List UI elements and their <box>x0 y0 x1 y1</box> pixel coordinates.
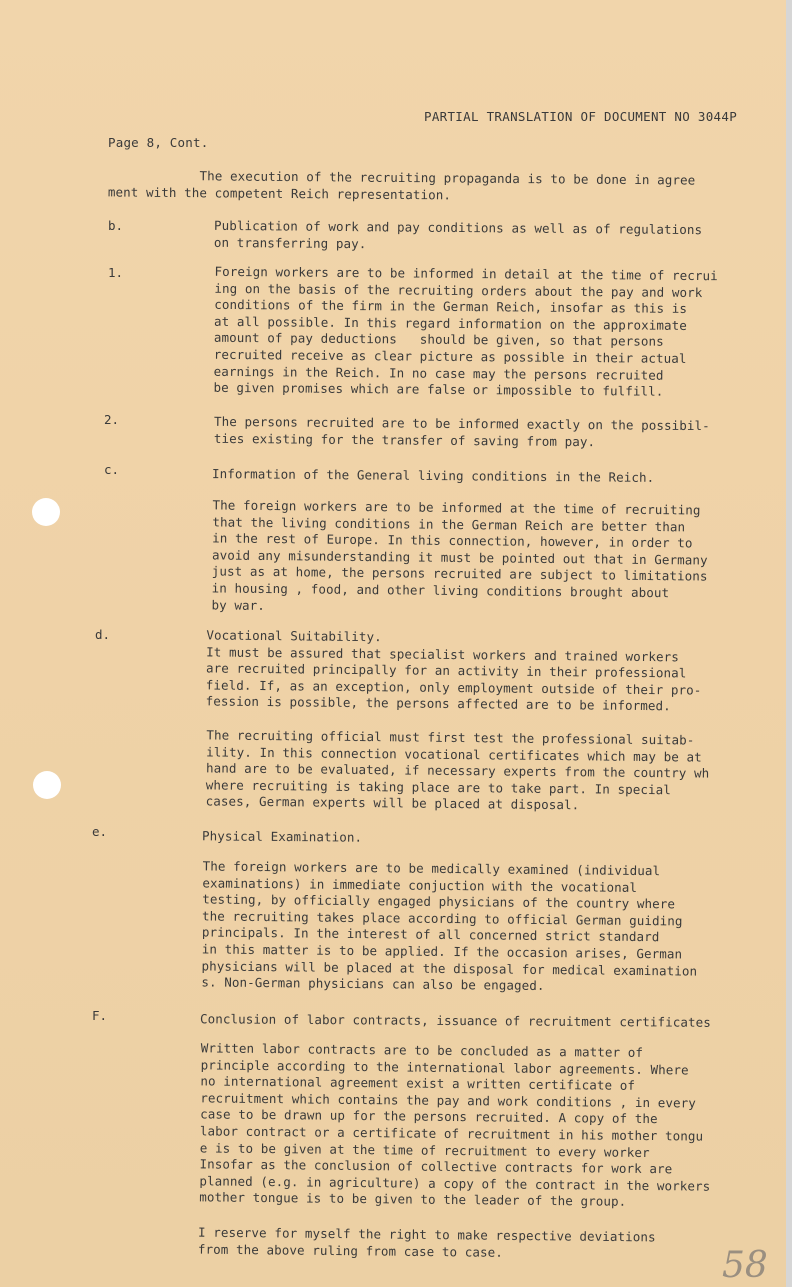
text-line: Publication of work and pay conditions as well as of regulations <box>214 217 703 238</box>
text-line: hand are to be evaluated, if necessary experts from the country wh <box>205 760 710 781</box>
text-line: Foreign workers are to be informed in detail at the time of recrui <box>214 263 718 284</box>
text-line: s. Non-German physicians can also be engaged. <box>201 974 545 994</box>
section-f-heading <box>200 1011 711 1031</box>
section-label-b: b. <box>108 218 124 233</box>
text-line: e is to be given at the time of recruitment to every worker <box>199 1139 650 1160</box>
section-e-heading <box>202 828 362 846</box>
text-line: conditions of the firm in the German Reich, insofar as this is <box>214 296 688 317</box>
text-line: Written labor contracts are to be concluded as a matter of <box>200 1040 644 1060</box>
text-line: examinations) in immediate conjuction with the vocational <box>202 875 638 895</box>
text-line: on transferring pay. <box>213 234 367 251</box>
text-line: no international agreement exist a written certificate of <box>200 1073 636 1094</box>
text-line: earnings in the Reich. In no case may the persons recruited <box>213 363 664 383</box>
section-label-d: d. <box>95 627 111 642</box>
text-line: that the living conditions in the German Reich are better than <box>212 514 686 534</box>
section-d-text-2 <box>206 727 710 815</box>
handwritten-page-number: 58 <box>722 1245 768 1286</box>
text-line: ility. In this connection vocational certificates which may be at <box>206 743 702 765</box>
text-line: avoid any misunderstanding it must be pointed out that in Germany <box>211 547 708 568</box>
section-b-text <box>214 218 702 255</box>
text-line: amount of pay deductions should be given, so that persons <box>213 330 664 350</box>
text-line: the recruiting takes place according to official German guiding <box>202 908 683 929</box>
section-c-text <box>211 497 708 618</box>
section-2-text <box>214 414 710 452</box>
punch-hole-bottom <box>33 771 61 799</box>
text-line: recruited receive as clear picture as possible in their actual <box>213 346 687 366</box>
section-label-1: 1. <box>108 265 124 280</box>
text-line: Information of the General living conditions in the Reich. <box>211 466 655 485</box>
text-line: The foreign workers are to be medically examined (individual <box>202 858 661 879</box>
text-line: Vocational Suitability. <box>206 627 382 645</box>
text-line: The recruiting official must first test the professional suitab- <box>206 727 695 748</box>
text-line: where recruiting is taking place are to take part. In special <box>205 777 672 798</box>
text-line: The foreign workers are to be informed at the time of recruiting <box>212 497 701 518</box>
text-line: field. If, as an exception, only employment outside of their pro- <box>205 677 702 698</box>
text-line: are recruited principally for an activity in their professional <box>205 660 687 681</box>
text-line: just as at home, the persons recruited are subject to limitations <box>211 563 708 584</box>
text-line: fession is possible, the persons affected are to be informed. <box>205 693 671 714</box>
intro-paragraph <box>108 167 695 205</box>
text-line: mother tongue is to be given to the leader of the group. <box>199 1189 627 1210</box>
section-label-e: e. <box>92 824 108 839</box>
punch-hole-top <box>32 498 60 526</box>
text-line: in the rest of Europe. In this connection, however, in order to <box>212 530 693 551</box>
text-line: labor contract or a certificate of recruitment in his mother tongu <box>199 1123 704 1144</box>
section-1-text <box>213 264 717 401</box>
text-line: testing, by officially engaged physicians of the country where <box>202 891 676 912</box>
text-line: Physical Examination. <box>201 828 363 845</box>
text-line: Insofar as the conclusion of collective contracts for work are <box>199 1156 673 1177</box>
text-line: be given promises which are false or impossible to fulfill. <box>213 379 664 399</box>
text-line: Conclusion of labor contracts, issuance of recruitment certificates <box>199 1011 711 1030</box>
section-e-text <box>201 858 698 996</box>
text-line: cases, German experts will be placed at disposal. <box>205 793 580 813</box>
text-line: ties existing for the transfer of saving from pay. <box>213 430 596 449</box>
text-line: ing on the basis of the recruiting orders about the pay and work <box>214 280 703 300</box>
section-label-c: c. <box>104 462 120 477</box>
text-line: recruitment which contains the pay and work conditions , in every <box>200 1090 697 1111</box>
section-label-f: F. <box>92 1008 108 1023</box>
text-line: in this matter is to be applied. If the occasion arises, German <box>201 941 683 962</box>
paper-edge <box>786 0 792 1287</box>
section-c-heading <box>212 466 654 486</box>
text-line: case to be drawn up for the persons recruited. A copy of the <box>200 1106 658 1127</box>
text-line: It must be assured that specialist workers and trained workers <box>206 643 680 664</box>
section-label-2: 2. <box>104 412 120 427</box>
section-d-text <box>206 627 703 715</box>
text-line: The persons recruited are to be informed exactly on the possibil- <box>214 413 710 434</box>
text-line: from the above ruling from case to case. <box>197 1241 504 1260</box>
text-line: principle according to the international labor agreements. Where <box>200 1056 689 1078</box>
text-line: in housing , food, and other living conditions brought about <box>211 580 670 601</box>
text-line: planned (e.g. in agriculture) a copy of the contract in the workers <box>199 1173 711 1194</box>
text-line: principals. In the interest of all concerned strict standard <box>201 924 660 945</box>
text-line: I reserve for myself the right to make respective deviations <box>198 1224 656 1245</box>
text-line: by war. <box>211 596 265 613</box>
text-line: at all possible. In this regard information on the approximate <box>214 313 687 333</box>
section-f-text <box>199 1040 712 1211</box>
page-reference: Page 8, Cont. <box>108 135 209 150</box>
closing-paragraph <box>198 1225 656 1263</box>
intro-line: The execution of the recruiting propaganda is to be done in agree <box>108 167 696 188</box>
intro-line: ment with the competent Reich representation. <box>107 184 452 203</box>
document-header: PARTIAL TRANSLATION OF DOCUMENT NO 3044P <box>424 109 738 124</box>
text-line: physicians will be placed at the disposal for medical examination <box>201 957 698 979</box>
